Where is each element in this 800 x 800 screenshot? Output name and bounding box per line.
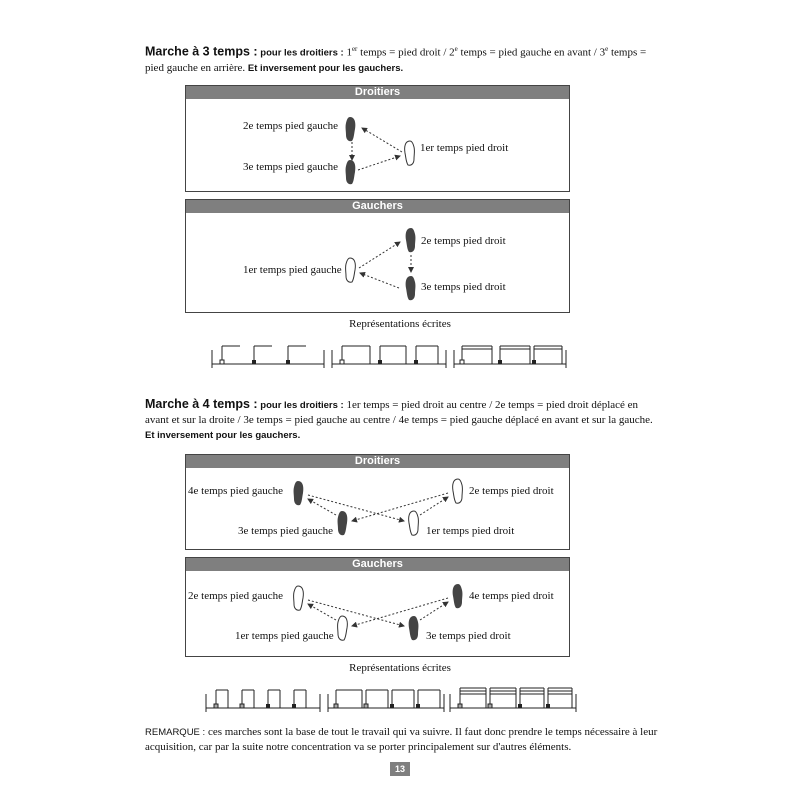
section1-tail: Et inversement pour les gauchers. [247, 62, 404, 74]
foot-outline-icon [405, 141, 415, 165]
diagram-box-gauchers-4 [185, 557, 570, 657]
foot-dark-icon [409, 616, 419, 640]
footsteps-diagram [186, 86, 569, 191]
step-label: 2e temps pied gauche [243, 120, 338, 132]
foot-outline-icon [453, 479, 463, 503]
foot-dark-icon [406, 276, 416, 300]
box-title: Droitiers [186, 86, 569, 99]
remark-key: REMARQUE : [145, 727, 206, 738]
page-number: 13 [390, 762, 410, 776]
step-label: 1er temps pied droit [420, 142, 509, 154]
foot-outline-icon [338, 616, 348, 640]
section1-heading: Marche à 3 temps : [145, 44, 258, 59]
step-label: 3e temps pied droit [426, 630, 511, 642]
step-label: 1er temps pied droit [426, 525, 515, 537]
diagram-box-droitiers-4 [185, 454, 570, 550]
step-label: 4e temps pied droit [469, 590, 554, 602]
rhythm-notation [210, 338, 570, 372]
foot-dark-icon [346, 160, 356, 184]
section1-text: 1 [346, 46, 352, 59]
step-label: 2e temps pied droit [421, 235, 506, 247]
sup: er [351, 45, 358, 53]
representations-title: Représentations écrites [349, 662, 451, 674]
diagram-box-droitiers-3 [185, 85, 570, 192]
box-title: Droitiers [186, 455, 569, 468]
foot-outline-icon [346, 258, 356, 282]
footsteps-diagram [186, 200, 569, 312]
sup: e [605, 45, 609, 53]
section1-text: temps = pied droit / 2 [357, 46, 455, 59]
foot-outline-icon [409, 511, 419, 535]
section2-heading: Marche à 4 temps : [145, 397, 258, 411]
step-label: 1er temps pied gauche [243, 264, 342, 276]
foot-dark-icon [406, 228, 416, 252]
remark [145, 725, 665, 755]
foot-dark-icon [338, 511, 348, 535]
foot-dark-icon [294, 481, 304, 505]
section1-text: temps = pied gauche en arrière. [145, 46, 647, 74]
step-label: 1er temps pied gauche [235, 630, 334, 642]
step-label: 2e temps pied droit [469, 485, 554, 497]
section2-body: 1er temps = pied droit au centre / 2e temps = pied droit déplacé en avant et sur la droite / 3e temps = pied gauche au centre / 4e temps = pied gauche déplacé en avant et sur la gauche. [145, 399, 653, 426]
step-label: 2e temps pied gauche [188, 590, 283, 602]
section1-paragraph [145, 42, 660, 76]
step-label: 4e temps pied gauche [188, 485, 283, 497]
step-label: 3e temps pied droit [421, 281, 506, 293]
step-label: 3e temps pied gauche [238, 525, 333, 537]
representations-title: Représentations écrites [349, 318, 451, 330]
foot-outline-icon [294, 586, 304, 610]
rhythm-notation [204, 682, 580, 716]
section2-tail: Et inversement pour les gauchers. [145, 430, 301, 441]
section1-subheading: pour les droitiers : [260, 47, 344, 59]
section2-subheading: pour les droitiers : [260, 400, 344, 411]
foot-dark-icon [453, 584, 463, 608]
section2-paragraph [145, 397, 660, 443]
box-title: Gauchers [186, 200, 569, 213]
sup: e [454, 45, 458, 53]
box-title: Gauchers [186, 558, 569, 571]
diagram-box-gauchers-3 [185, 199, 570, 313]
remark-text: ces marches sont la base de tout le travail qui va suivre. Il faut donc prendre le temps nécessaire à leur acquisition, car par la suite notre concentration va se porter principalement sur d'autres éléments. [145, 726, 658, 753]
step-label: 3e temps pied gauche [243, 161, 338, 173]
foot-dark-icon [346, 117, 356, 141]
section1-text: temps = pied gauche en avant / 3 [457, 46, 606, 59]
